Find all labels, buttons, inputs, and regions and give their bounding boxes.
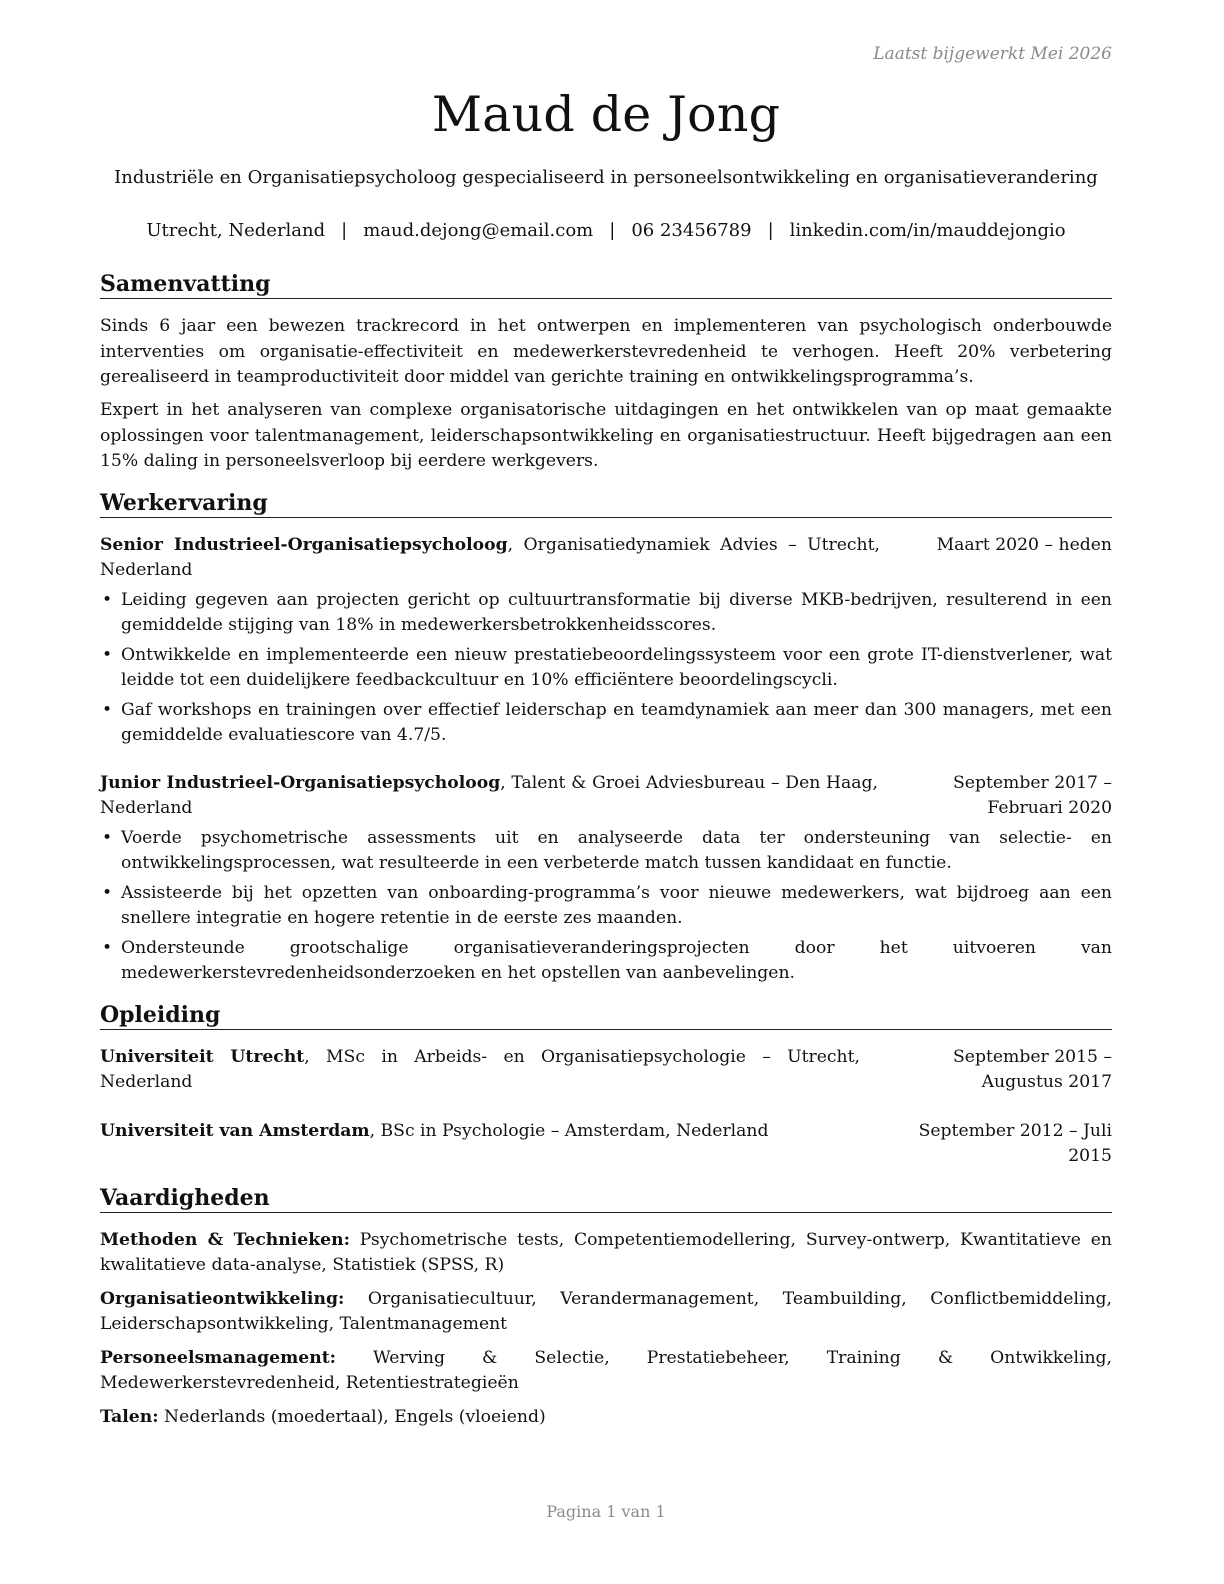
job-bullets — [100, 826, 1112, 991]
headline: Industriële en Organisatiepsycholoog gespecialiseerd in personeelsontwikkeling en organisatieverandering — [114, 167, 1098, 188]
job-role: Junior Industrieel-Organisatiepsycholoog — [100, 773, 501, 793]
contact-email[interactable]: maud.dejong@email.com — [363, 220, 594, 241]
contact-location: Utrecht, Nederland — [146, 220, 326, 241]
skill-label: Personeelsmanagement: — [100, 1348, 336, 1368]
summary-paragraph: Expert in het analyseren van complexe organisatorische uitdagingen en het ontwikkelen van op maat gemaakte oplossingen voor talentmanagement, leiderschapsontwikkeling en organisatiestructuur. Heeft bijgedragen aan een 15% daling in personeelsverloop bij eerdere werkgevers. — [100, 400, 1112, 471]
contact-separator: | — [609, 220, 616, 241]
page-number: Pagina 1 van 1 — [546, 1502, 666, 1521]
section-title-skills: Vaardigheden — [100, 1185, 1112, 1213]
skill-value: Psychometrische tests, Competentiemodellering, Survey-ontwerp, Kwantitatieve en kwalitatieve data-analyse, Statistiek (SPSS, R) — [100, 1230, 1112, 1275]
education-dates: September 2015 – Augustus 2017 — [953, 1047, 1112, 1092]
list-item: • Ontwikkelde en implementeerde een nieuw prestatiebeoordelingssysteem voor een grote IT-dienstverlener, wat leidde tot een duidelijkere feedbackcultuur en 10% efficiëntere beoordelingscycli. — [100, 643, 1112, 693]
list-item: • Ondersteunde grootschalige organisatieveranderingsprojecten door het uitvoeren van medewerkerstevredenheidsonderzoeken en het opstellen van aanbevelingen. — [100, 936, 1112, 986]
skill-label: Talen: — [100, 1407, 159, 1427]
skill-line — [100, 1228, 1112, 1278]
contact-separator: | — [767, 220, 774, 241]
job-dates: Maart 2020 – heden — [936, 535, 1112, 555]
education-school: Universiteit Utrecht — [100, 1047, 305, 1067]
skill-value: Organisatiecultuur, Verandermanagement, Teambuilding, Conflictbemiddeling, Leiderschapsontwikkeling, Talentmanagement — [100, 1289, 1112, 1334]
skill-line — [100, 1287, 1112, 1337]
job-role: Senior Industrieel-Organisatiepsycholoog — [100, 535, 508, 555]
contact-phone[interactable]: 06 23456789 — [631, 220, 752, 241]
last-updated: Laatst bijgewerkt Mei 2026 — [873, 44, 1112, 64]
skill-line — [100, 1346, 1112, 1396]
summary-paragraph: Sinds 6 jaar een bewezen trackrecord in het ontwerpen en implementeren van psychologisch onderbouwde interventies om organisatie-effectiviteit en medewerkerstevredenheid te verhogen. Heeft 20% verbetering gerealiseerd in teamproductiviteit door middel van gerichte training en ontwikkelingsprogramma’s. — [100, 316, 1112, 387]
section-title-summary: Samenvatting — [100, 271, 1112, 299]
section-title-education: Opleiding — [100, 1002, 1112, 1030]
list-item: • Leiding gegeven aan projecten gericht op cultuurtransformatie bij diverse MKB-bedrijven, resulterend in een gemiddelde stijging van 18% in medewerkersbetrokkenheidsscores. — [100, 588, 1112, 638]
section-title-experience: Werkervaring — [100, 490, 1112, 518]
skill-label: Methoden & Technieken: — [100, 1230, 350, 1250]
skill-label: Organisatieontwikkeling: — [100, 1289, 345, 1309]
candidate-name: Maud de Jong — [431, 86, 781, 143]
job-dates: September 2017 – Februari 2020 — [953, 773, 1112, 818]
job-company: , Organisatiedynamiek Advies – Utrecht, Nederland — [100, 535, 880, 580]
skill-value: Nederlands (moedertaal), Engels (vloeiend) — [158, 1407, 546, 1427]
education-degree: , BSc in Psychologie – Amsterdam, Nederland — [369, 1121, 769, 1141]
job-company: , Talent & Groei Adviesbureau – Den Haag, Nederland — [100, 773, 878, 818]
list-item: • Assisteerde bij het opzetten van onboarding-programma’s voor nieuwe medewerkers, wat bijdroeg aan een snellere integratie en hogere retentie in de eerste zes maanden. — [100, 881, 1112, 931]
list-item: • Gaf workshops en trainingen over effectief leiderschap en teamdynamiek aan meer dan 300 managers, met een gemiddelde evaluatiescore van 4.7/5. — [100, 698, 1112, 748]
contact-line — [100, 220, 1112, 241]
job-bullets — [100, 588, 1112, 753]
skill-line — [100, 1405, 1112, 1430]
contact-separator: | — [341, 220, 348, 241]
education-degree: , MSc in Arbeids- en Organisatiepsychologie – Utrecht, Nederland — [100, 1047, 861, 1092]
contact-linkedin[interactable]: linkedin.com/in/mauddejongio — [789, 220, 1066, 241]
list-item: • Voerde psychometrische assessments uit en analyseerde data ter ondersteuning van selectie- en ontwikkelingsprocessen, wat resulteerde in een verbeterde match tussen kandidaat en functie. — [100, 826, 1112, 876]
education-school: Universiteit van Amsterdam — [100, 1121, 370, 1141]
education-dates: September 2012 – Juli 2015 — [918, 1121, 1112, 1166]
skill-value: Werving & Selectie, Prestatiebeheer, Training & Ontwikkeling, Medewerkerstevredenheid, Retentiestrategieën — [100, 1348, 1112, 1393]
